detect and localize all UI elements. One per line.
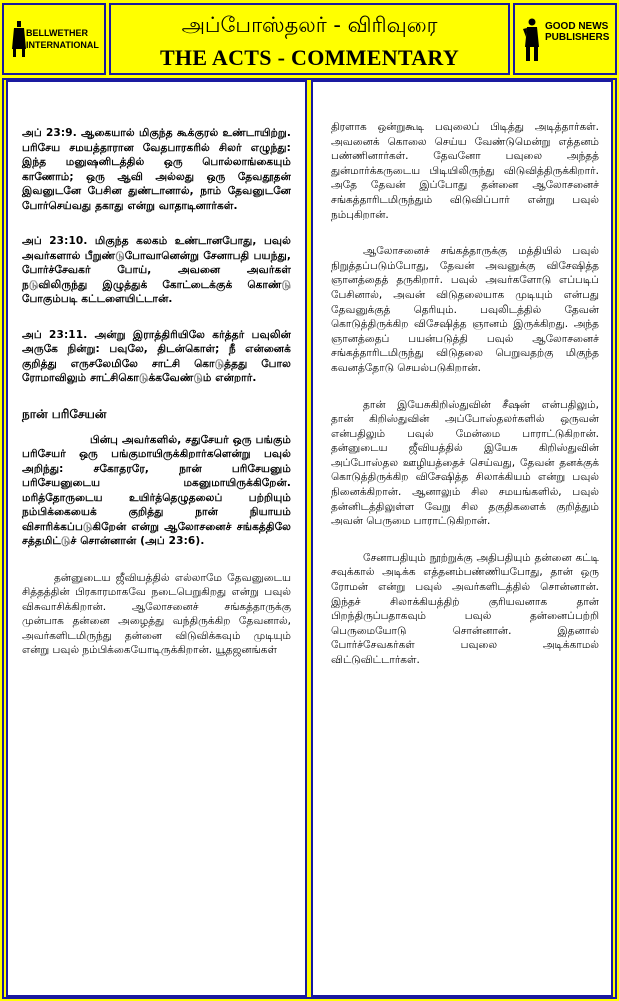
commentary-para-1: திரளாக ஒன்றுகூடி பவுலைப் பிடித்து அடித்தார்கள். அவனைக் கொலை செய்ய வேண்டுமென்று எத்தனம் பண்ணினார்கள். தேவனோ பவுலை அந்தத் துன்மார்க்கருடைய பிடியிலிருந்து விடுவித்திருக்கிறார். அதே தேவன் இப்போது தன்னை ஆலோசனைச் சங்கத்தாரிடமிருந்தும் விடுவிப்பார் என்று பவுல் நம்புகிறான். xyxy=(331,121,599,221)
bellwether-logo-text xyxy=(26,27,99,51)
title-tamil: அப்போஸ்தலர் - விரிவுரை xyxy=(181,13,438,37)
section-heading: நான் பரிசேயன் xyxy=(22,406,107,421)
good-news-logo xyxy=(513,3,617,75)
verse-23-10: அப் 23:10. மிகுந்த கலகம் உண்டானபோது, பவுல் அவர்களால் பீறுண்டுபோவானென்று சேனாபதி பயந்து, போர்ச்சேவகர் போய், அவனை அவர்கள் நடுவிலிருந்து இழுத்துக் கோட்டைக்குக் கொண்டு போகும்படி கட்டளையிட்டான். xyxy=(22,235,291,305)
title-english: THE ACTS - COMMENTARY xyxy=(159,45,460,70)
left-column xyxy=(6,80,307,997)
logo-line-1: BELLWETHER xyxy=(26,28,88,38)
title-box xyxy=(109,3,510,75)
commentary-para-4: சேனாபதியும் நூற்றுக்கு அதிபதியும் தன்னை கட்டி சவுக்கால் அடிக்க எத்தனம்பண்ணியபோது, தான் ஒரு ரோமன் என்று பவுல் அவர்களிடத்தில் சொன்னான். இந்தச் சிலாக்கியத்திற் குரியவனாக தான் பிறந்திருப்பதாகவும் பவுல் தன்னைப்பற்றி பெருமையோடு சொன்னான். இதனால் போர்ச்சேவகர்கள் பவுலை அடிக்காமல் விட்டுவிட்டார்கள். xyxy=(331,551,599,666)
quoted-scripture-para: பின்பு அவர்களில், சதுசேயர் ஒரு பங்கும் பரிசேயர் ஒரு பங்குமாயிருக்கிறார்களென்று பவுல் அறிந்து: சகோதரரே, நான் பரிசேயனும் பரிசேயனுடைய மகனுமாயிருக்கிறேன். மரித்தோருடைய உயிர்த்தெழுதலைப் பற்றியும் நம்பிக்கையைக் குறித்து நான் நியாயம் விசாரிக்கப்படுகிறேன் என்று ஆலோசனைச் சங்கத்திலே சத்தமிட்டுச் சொன்னான் (அப் 23:6). xyxy=(22,433,291,547)
good-news-figure-icon xyxy=(521,17,543,63)
bellwether-logo xyxy=(2,3,106,75)
commentary-para-3: தான் இயேசுகிறிஸ்துவின் சீஷன் என்பதிலும், தான் கிறிஸ்துவின் அப்போஸ்தலர்களில் ஒருவன் என்பதிலும் பவுல் மேன்மை பாராட்டுகிறான். தன்னுடைய ஜீவியத்தில் இயேசு கிறிஸ்துவின் அப்போஸ்தல ஊழியத்தைச் செய்வது, தேவன் தனக்குக் கொடுத்திருக்கிற விசேஷித்த சிலாக்கியம் என்று பவுல் நினைக்கிறான். ஆனாலும் சில சமயங்களில், பவுல் தன்னிடத்திலுள்ள வேறு சில தகுதிகளைக் குறித்தும் அவன் பெருமை பாராட்டுகிறான். xyxy=(331,398,599,528)
verse-23-11: அப் 23:11. அன்று இராத்திரியிலே கர்த்தர் பவுலின் அருகே நின்று: பவுலே, திடன்கொள்; நீ என்னைக் குறித்து எருசலேமிலே சாட்சி கொடுத்தது போல ரோமாவிலும் சாட்சிகொடுக்கவேண்டும் என்றார். xyxy=(22,328,291,384)
header xyxy=(0,0,619,76)
logo-line-2: PUBLISHERS xyxy=(545,32,610,43)
verse-23-9: அப் 23:9. ஆகையால் மிகுந்த கூக்குரல் உண்டாயிற்று. பரிசேய சமயத்தாரான வேதபாரகரில் சிலர் எழுந்து: இந்த மனுஷனிடத்தில் ஒரு பொல்லாங்கையும் காணோம்; ஒரு ஆவி அல்லது ஒரு தேவதூதன் இவனுடனே பேசின துண்டானால், நாம் தேவனுடனே போர்செய்வது தகாது என்று வாதாடினார்கள். xyxy=(22,127,291,212)
logo-line-1: GOOD NEWS xyxy=(545,21,609,32)
good-news-logo-text xyxy=(545,21,609,43)
right-column xyxy=(311,80,613,997)
logo-line-2: INTERNATIONAL xyxy=(26,40,99,50)
commentary-para-2: ஆலோசனைச் சங்கத்தாருக்கு மத்தியில் பவுல் நிறுத்தப்படும்போது, தேவன் அவனுக்கு விசேஷித்த ஞானத்தைத் தருகிறார். பவுல் அவர்களோடு எப்படிப் பேசினால், அவன் விடுதலையாக முடியும் என்பது தேவனுக்குத் தெரியும். பவுலிடத்தில் தேவன் கொடுத்திருக்கிற விசேஷித்த ஞானம் இருக்கிறது. அந்த ஞானத்தைப் பயன்படுத்தி பவுல் ஆலோசனைச் சங்கத்தாரிடமிருந்து விடுதலை பெறுவதற்கு மிகுந்த கவனத்தோடு செயல்படுகிறான். xyxy=(331,245,599,374)
commentary-para: தன்னுடைய ஜீவியத்தில் எல்லாமே தேவனுடைய சித்தத்தின் பிரகாரமாகவே நடைபெறுகிறது என்று பவுல் விசுவாசிக்கிறான். ஆலோசனைச் சங்கத்தாருக்கு முன்பாக தன்னை அழைத்து வந்திருக்கிற தேவனால், அவர்களிடமிருந்து தன்னை விடுவிக்கவும் முடியும் என்று பவுல் நம்பிக்கையோடிருக்கிறான். யூதஜனங்கள் xyxy=(22,571,291,657)
